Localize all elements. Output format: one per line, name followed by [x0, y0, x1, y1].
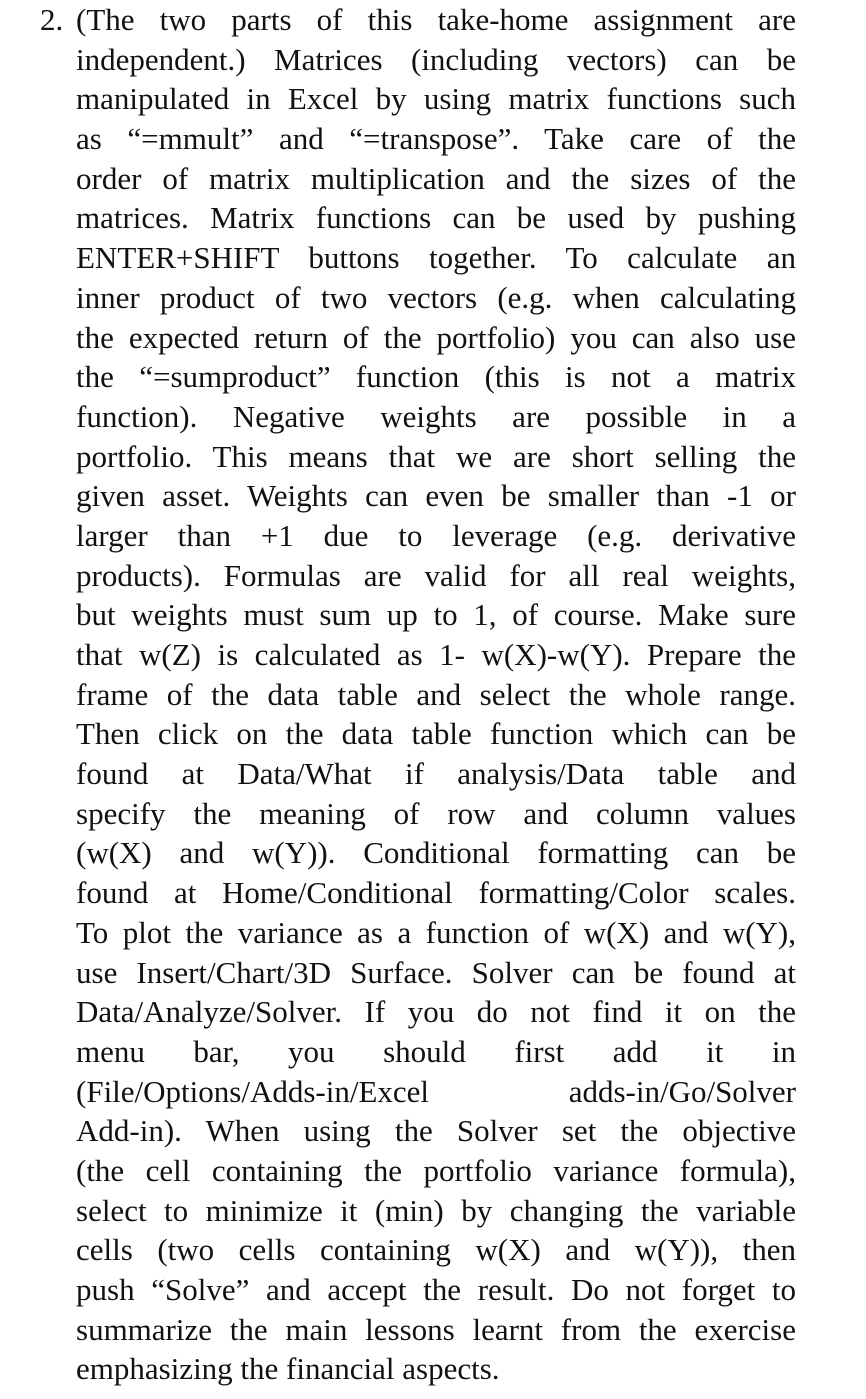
text-line: (w(X) and w(Y)). Conditional formatting can be: [76, 835, 796, 871]
text-line: push “Solve” and accept the result. Do not forget to: [76, 1272, 796, 1307]
text-line: frame of the data table and select the whole range.: [76, 676, 796, 712]
item-body: [76, 0, 796, 1389]
text-line: the expected return of the portfolio) you can also use: [76, 319, 796, 355]
text-line: Then click on the data table function which can be: [76, 716, 796, 752]
text-line: matrices. Matrix functions can be used by pushing: [76, 200, 796, 236]
text-line: Add-in). When using the Solver set the objective: [76, 1113, 796, 1149]
text-line: as “=mmult” and “=transpose”. Take care of the: [76, 121, 796, 157]
text-line: that w(Z) is calculated as 1- w(X)-w(Y). Prepare the: [76, 637, 796, 672]
text-line: select to minimize it (min) by changing the variable: [76, 1192, 796, 1228]
text-line: emphasizing the financial aspects.: [76, 1351, 500, 1387]
text-line: larger than +1 due to leverage (e.g. derivative: [76, 517, 796, 553]
text-line: found at Home/Conditional formatting/Color scales.: [76, 875, 796, 911]
text-line: portfolio. This means that we are short selling the: [76, 438, 796, 474]
text-line: use Insert/Chart/3D Surface. Solver can be found at: [76, 954, 796, 990]
text-line: the “=sumproduct” function (this is not a matrix: [76, 359, 796, 395]
assignment-item: [40, 0, 800, 1389]
text-line: products). Formulas are valid for all real weights,: [76, 557, 796, 593]
text-line: inner product of two vectors (e.g. when calculating: [76, 279, 796, 315]
text-line: To plot the variance as a function of w(X) and w(Y),: [76, 914, 796, 950]
item-number: 2.: [40, 2, 64, 37]
text-line: summarize the main lessons learnt from the exercise: [76, 1311, 796, 1347]
text-line: given asset. Weights can even be smaller than -1 or: [76, 478, 796, 514]
text-line: order of matrix multiplication and the sizes of the: [76, 160, 796, 196]
text-line: ENTER+SHIFT buttons together. To calculate an: [76, 240, 796, 276]
text-line: (File/Options/Adds-in/Excel adds-in/Go/Solver: [76, 1073, 796, 1109]
text-line: independent.) Matrices (including vectors) can be: [76, 41, 796, 77]
text-line: (the cell containing the portfolio variance formula),: [76, 1152, 796, 1188]
text-line: cells (two cells containing w(X) and w(Y)), then: [76, 1232, 796, 1268]
text-line: function). Negative weights are possible in a: [76, 398, 796, 434]
text-line: manipulated in Excel by using matrix functions such: [76, 81, 796, 117]
text-line: but weights must sum up to 1, of course. Make sure: [76, 597, 796, 633]
text-line: specify the meaning of row and column values: [76, 795, 796, 831]
text-line: (The two parts of this take-home assignment are: [76, 2, 796, 37]
text-line: menu bar, you should first add it in: [76, 1033, 796, 1069]
text-line: Data/Analyze/Solver. If you do not find it on the: [76, 994, 796, 1030]
text-line: found at Data/What if analysis/Data table and: [76, 756, 796, 792]
